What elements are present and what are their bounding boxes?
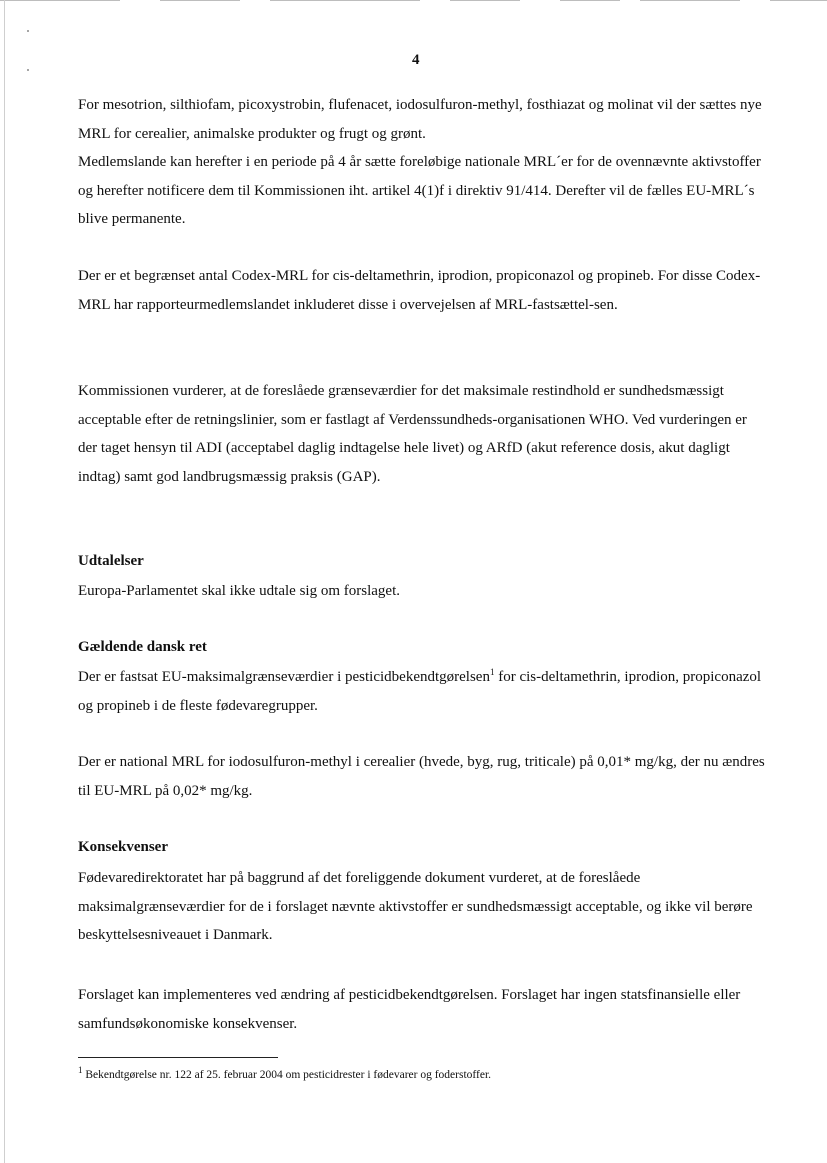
scan-edge-top [0, 0, 827, 3]
page-number: 4 [412, 52, 420, 68]
footnote [78, 1067, 491, 1083]
paragraph-udtalelser [78, 577, 768, 606]
paragraph-national-mrl [78, 748, 768, 805]
paragraph-text-part: for cis-deltamethrin, iprodion, propiconazol og propineb i de fleste fødevaregrupper. [78, 669, 762, 714]
paragraph-text: Kommissionen vurderer, at de foreslåede grænseværdier for det maksimale restindhold er sundhedsmæssigt acceptable efter de retningslinier, som er fastlagt af Verdenssundheds-organisationen WHO. Ved vurderingen er der taget hensyn til ADI (acceptabel daglig indtagelse hele livet) og ARfD (akut reference dosis, akut dagligt indtag) samt god landbrugsmæssig praksis (GAP). [78, 383, 747, 485]
paragraph-konsekvenser [78, 864, 768, 950]
paragraph-implementation [78, 981, 768, 1038]
paragraph-text-part: Der er fastsat EU-maksimalgrænseværdier i pesticidbekendtgørelsen [78, 669, 490, 685]
paragraph-text: For mesotrion, silthiofam, picoxystrobin, flufenacet, iodosulfuron-methyl, fosthiazat og molinat vil der sættes nye MRL for cerealier, animalske produkter og frugt og grønt. [78, 97, 762, 142]
paragraph-text: Forslaget kan implementeres ved ændring af pesticidbekendtgørelsen. Forslaget har ingen statsfinansielle eller samfundsøkonomiske konsekvenser. [78, 987, 741, 1032]
paragraph-gaeldende-ret [78, 663, 768, 720]
paragraph-codex-mrl [78, 262, 768, 319]
footnote-marker: 1 [78, 1065, 83, 1076]
scan-speck [27, 30, 29, 32]
footnote-text: Bekendtgørelse nr. 122 af 25. februar 2004 om pesticidrester i fødevarer og foderstoffer. [82, 1069, 492, 1081]
footnote-reference: 1 [489, 667, 495, 677]
scan-speck [27, 69, 29, 71]
paragraph-text: Medlemslande kan herefter i en periode på 4 år sætte foreløbige nationale MRL´er for de ovennævnte aktivstoffer og herefter notificere dem til Kommissionen iht. artikel 4(1)f i direktiv 91/414. Derefter vil de fælles EU-MRL´s blive permanente. [78, 154, 761, 227]
section-heading-udtalelser: Udtalelser [78, 553, 144, 569]
paragraph-text: Europa-Parlamentet skal ikke udtale sig om forslaget. [78, 583, 400, 599]
paragraph-text: Der er et begrænset antal Codex-MRL for cis-deltamethrin, iprodion, propiconazol og propineb. For disse Codex-MRL har rapporteurmedlemslandet inkluderet disse i overvejelsen af MRL-fastsættel-sen. [78, 268, 761, 313]
paragraph-text: Der er national MRL for iodosulfuron-methyl i cerealier (hvede, byg, rug, triticale) på 0,01* mg/kg, der nu ændres til EU-MRL på 0,02* mg/kg. [78, 754, 765, 799]
section-heading-gaeldende-dansk-ret: Gældende dansk ret [78, 639, 207, 655]
section-heading-konsekvenser: Konsekvenser [78, 839, 168, 855]
footnote-divider [78, 1057, 278, 1058]
scan-edge-left [4, 0, 5, 1163]
paragraph-new-mrl [78, 91, 768, 234]
paragraph-commission-assessment [78, 377, 768, 491]
paragraph-text: Fødevaredirektoratet har på baggrund af det foreliggende dokument vurderet, at de foreslåede maksimalgrænseværdier for de i forslaget nævnte aktivstoffer er sundhedsmæssigt acceptable, og ikke vil berøre beskyttelsesniveauet i Danmark. [78, 870, 753, 943]
paragraph-text [78, 663, 768, 720]
